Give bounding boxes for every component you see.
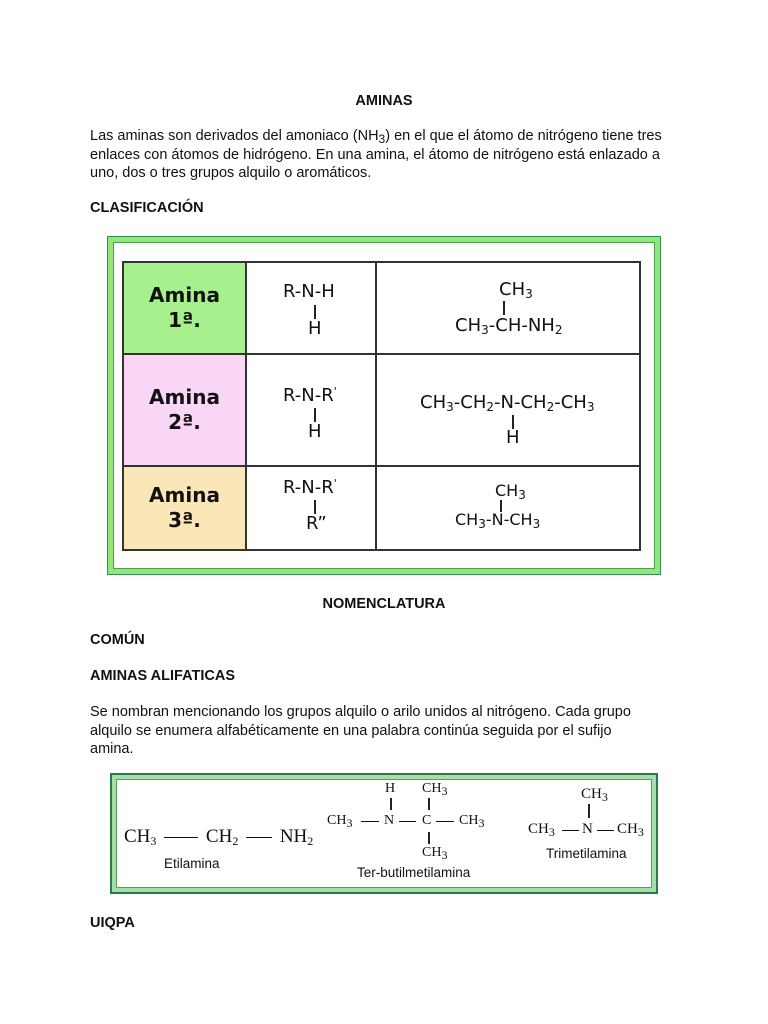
formula-bottom: H [308,421,322,442]
label-degree: 3ª. [168,508,201,532]
primary-general-formula [246,262,376,354]
terbutil-ch3-bottom: $CH_3$ [422,845,448,862]
intro-sub: 3 [378,132,386,146]
example-bottom: H [506,427,520,448]
secondary-amine-label [123,354,246,466]
terbutil-h: H [385,781,396,796]
formula-top: R-N-H [283,281,335,302]
nomenclature-heading: NOMENCLATURA [322,596,446,612]
page-title: AMINAS [355,93,413,109]
label-degree: 1ª. [168,308,201,332]
terbutil-c: C [422,813,432,828]
example-main: $CH_3-CH-NH_2$ [455,315,563,337]
tertiary-general-formula [246,466,376,550]
terbutil-ch3-top: $CH_3$ [422,781,448,798]
label-degree: 2ª. [168,410,201,434]
formula-top: R-N-R' [283,477,337,498]
secondary-example [376,354,640,466]
trimetil-ch3-right: $CH_3$ [617,821,644,839]
uiqpa-heading: UIQPA [90,915,135,931]
formula-bottom: R” [306,513,327,534]
etilamina-formula: $CH_3$ $CH_2$ $NH_2$ [124,826,314,848]
terbutil-name: Ter-butilmetilamina [357,865,471,880]
classification-heading: CLASIFICACIÓN [90,200,204,216]
intro-line2: enlaces con átomos de hidrógeno. En una amina, el átomo de nitrógeno está enlazado a [90,146,660,163]
example-top: $CH_3$ [499,279,533,301]
trimetil-ch3-top: $CH_3$ [581,786,608,804]
trimetil-n: N [582,821,593,837]
terbutil-ch3-right: $CH_3$ [459,813,485,830]
aliphatic-heading: AMINAS ALIFATICAS [90,668,235,684]
trimetil-name: Trimetilamina [546,846,627,861]
formula-bottom: H [308,318,322,339]
terbutil-ch3-left: $CH_3$ [327,813,353,830]
formula-top: R-N-R' [283,385,337,406]
intro-line1-post: ) en el que el átomo de nitrógeno tiene tres [385,128,662,144]
etilamina-name: Etilamina [164,856,220,871]
primary-example [376,262,640,354]
intro-line3: uno, dos o tres grupos alquilo o aromáticos. [90,165,372,181]
table-row [123,466,640,550]
trimetil-ch3-left: $CH_3$ [528,821,555,839]
label-text: Amina [149,483,220,507]
label-text: Amina [149,283,220,307]
aliphatic-line2: alquilo se enumera alfabéticamente en una palabra continúa seguida por el sufijo [90,722,612,739]
aliphatic-line1: Se nombran mencionando los grupos alquilo o arilo unidos al nitrógeno. Cada grupo [90,704,631,720]
terbutil-n: N [384,813,395,828]
primary-amine-label [123,262,246,354]
tertiary-amine-label [123,466,246,550]
intro-line1-pre: Las aminas son derivados del amoniaco (NH [90,128,379,144]
aliphatic-line3: amina. [90,741,134,757]
aliphatic-paragraph [90,703,690,759]
classification-table [122,261,641,551]
example-top: $CH_3$ [495,481,526,502]
example-main: $CH_3-CH_2-N-CH_2-CH_3$ [420,392,595,414]
secondary-general-formula [246,354,376,466]
common-heading: COMÚN [90,632,145,648]
tertiary-example [376,466,640,550]
example-main: $CH_3-N-CH_3$ [455,510,541,531]
label-text: Amina [149,385,220,409]
table-row [123,354,640,466]
intro-paragraph [90,127,690,183]
table-row [123,262,640,354]
